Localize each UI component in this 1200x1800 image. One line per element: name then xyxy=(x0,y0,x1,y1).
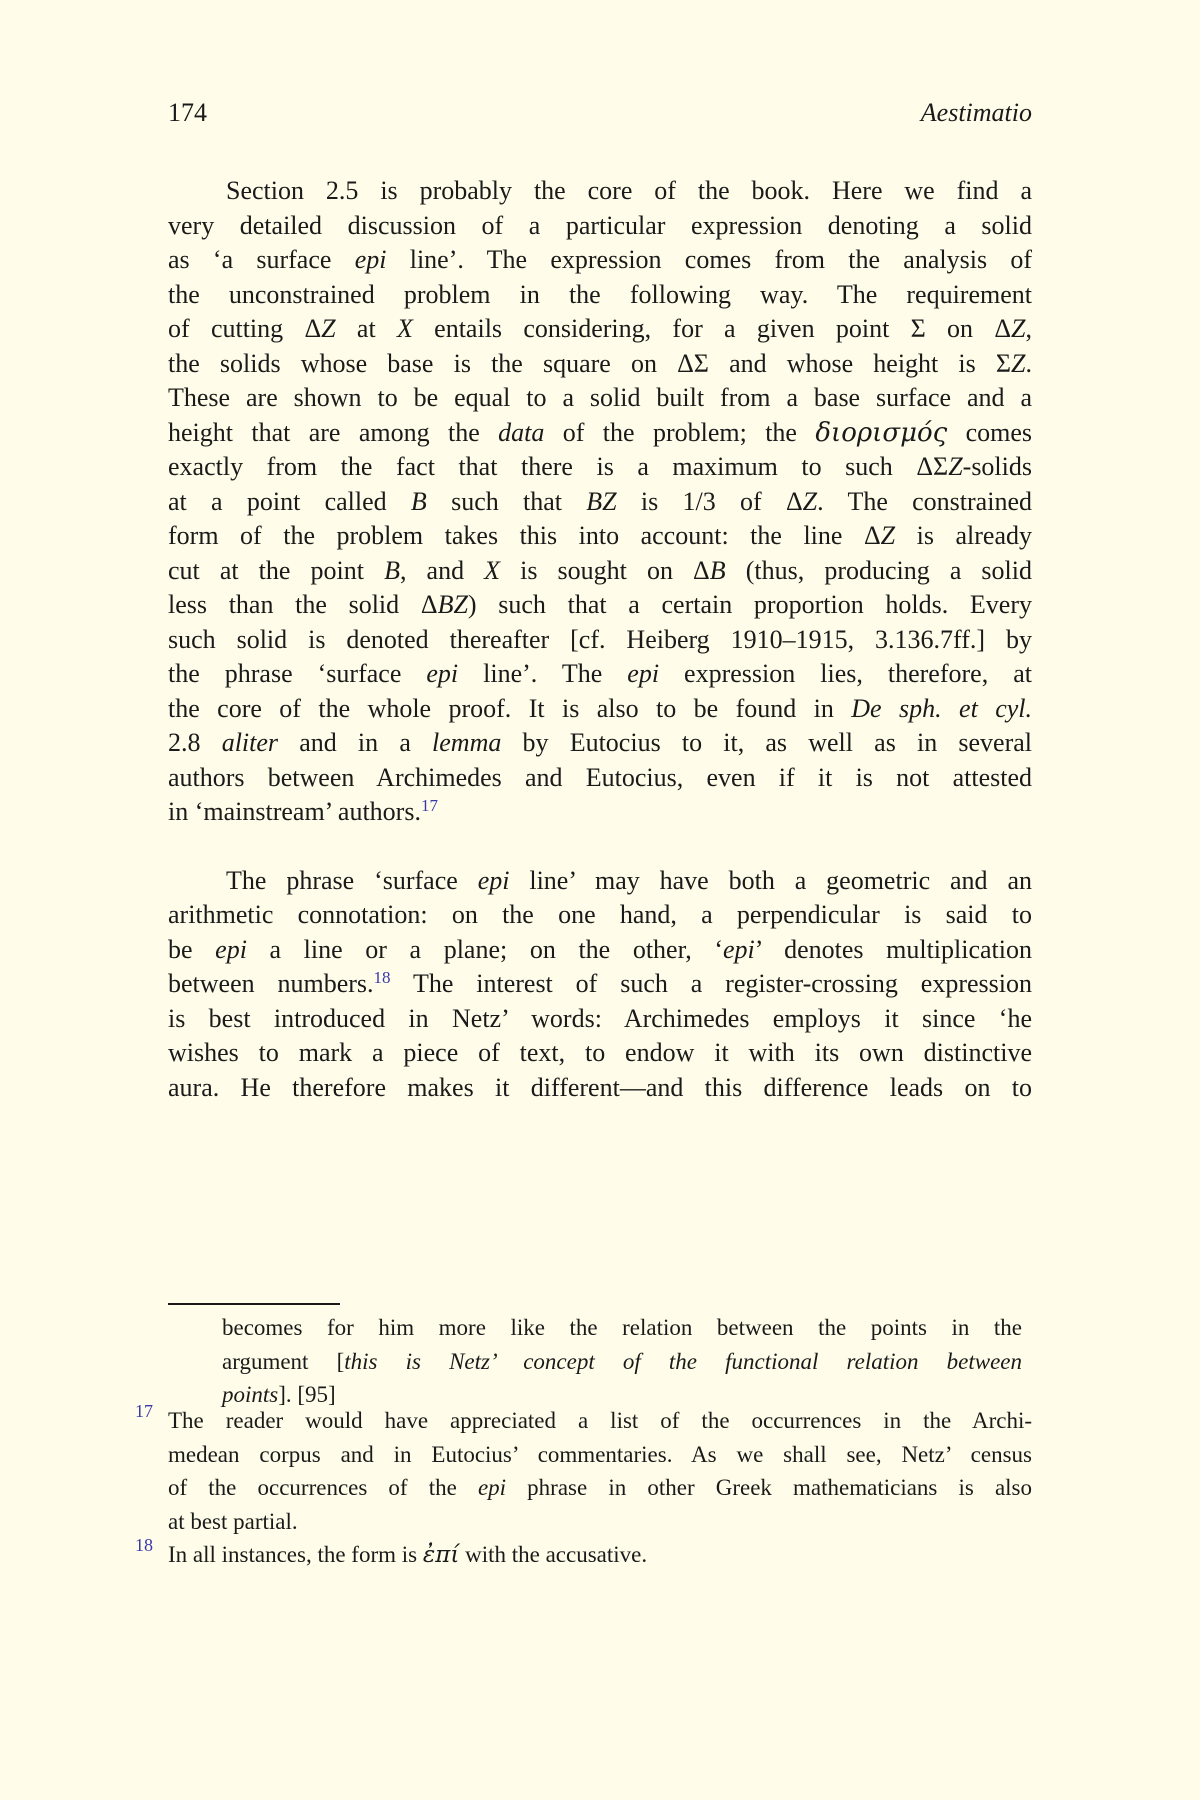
footnote-17-text xyxy=(168,1404,1032,1538)
text-line: is best introduced in Netz’ words: Archimedes employs it since ‘he xyxy=(168,1003,1032,1033)
italic-term: lemma xyxy=(432,728,502,757)
text-line: becomes for him more like the relation between the points in the xyxy=(222,1315,1022,1340)
text-line: at a point called B such that BZ is 1/3 of ΔZ. The constrained xyxy=(168,486,1032,516)
text-line: at best partial. xyxy=(168,1508,298,1534)
text-line: as ‘a surface epi line’. The expression comes from the analysis of xyxy=(168,245,1032,274)
text-line: of the occurrences of the epi phrase in other Greek mathematicians is also xyxy=(168,1475,1033,1500)
italic-term: epi xyxy=(354,245,387,274)
footnote-18-text xyxy=(168,1538,1032,1572)
italic-term: De sph. et cyl. xyxy=(851,693,1032,723)
text-line: In all instances, the form is ἐπί with the accusative. xyxy=(168,1542,648,1568)
italic-term: epi xyxy=(477,865,510,895)
paragraph-1 xyxy=(168,174,1032,830)
text-line: less than the solid ΔBZ) such that a certain proportion holds. Every xyxy=(168,590,1032,619)
italic-term: BZ xyxy=(586,486,617,516)
body-text xyxy=(168,174,1032,1105)
text-line: of cutting ΔZ at X entails considering, for a given point Σ on ΔZ, xyxy=(168,314,1033,343)
text-line: the phrase ‘surface epi line’. The epi expression lies, therefore, at xyxy=(168,659,1032,688)
text-line: very detailed discussion of a particular expression denoting a solid xyxy=(168,210,1032,240)
italic-term: Z xyxy=(948,452,963,481)
italic-term: epi xyxy=(627,659,660,688)
italic-term: Z xyxy=(880,521,896,550)
text-line: medean corpus and in Eutocius’ commentaries. As we shall see, Netz’ census xyxy=(168,1441,1032,1467)
text-line: aura. He therefore makes it different—and this difference leads on to xyxy=(168,1072,1032,1102)
italic-term: aliter xyxy=(221,728,279,757)
italic-term: epi xyxy=(426,659,459,688)
page-header xyxy=(168,96,1032,130)
text-line: form of the problem takes this into account: the line ΔZ is already xyxy=(168,521,1032,550)
text-line: the core of the whole proof. It is also to be found in De sph. et cyl. xyxy=(168,693,1032,723)
text-line: exactly from the fact that there is a maximum to such ΔΣZ-solids xyxy=(168,452,1032,481)
italic-term: Z xyxy=(1011,314,1026,343)
italic-term: Z xyxy=(1011,348,1026,378)
footnote-ref-18[interactable]: 18 xyxy=(373,968,391,987)
page-number: 174 xyxy=(168,98,207,127)
text-line: height that are among the data of the problem; the διορισμός comes xyxy=(168,417,1033,448)
text-line: such solid is denoted thereafter [cf. Heiberg 1910–1915, 3.136.7ff.] by xyxy=(168,624,1032,654)
text-line: authors between Archimedes and Eutocius, even if it is not attested xyxy=(168,762,1032,792)
footnote-rule xyxy=(168,1303,340,1305)
text-line: in ‘mainstream’ authors.$^{17}$ xyxy=(168,796,438,826)
italic-term: this is Netz’ concept of the functional relation between xyxy=(344,1348,1022,1374)
italic-term: B xyxy=(410,486,427,516)
footnote-18-number[interactable]: 18 xyxy=(135,1535,153,1555)
text-line: wishes to mark a piece of text, to endow it with its own distinctive xyxy=(168,1038,1032,1067)
italic-term: epi xyxy=(477,1475,507,1500)
text-line: the unconstrained problem in the following way. The requirement xyxy=(168,279,1032,309)
italic-term: epi xyxy=(722,934,755,964)
text-line: the solids whose base is the square on ΔΣ and whose height is ΣZ. xyxy=(168,348,1032,378)
italic-term: X xyxy=(396,314,413,343)
italic-term: B xyxy=(709,555,726,585)
text-line: 2.8 aliter and in a lemma by Eutocius to it, as well as in several xyxy=(168,728,1032,757)
text-line: argument [this is Netz’ concept of the functional relation between xyxy=(222,1348,1022,1374)
italic-term: points xyxy=(222,1382,279,1407)
text-line: be epi a line or a plane; on the other, ‘epi’ denotes multiplication xyxy=(168,934,1032,964)
text-line: These are shown to be equal to a solid built from a base surface and a xyxy=(168,383,1032,412)
italic-term: BZ xyxy=(437,590,468,619)
italic-term: B xyxy=(384,555,400,585)
italic-term: epi xyxy=(215,934,247,964)
greek-term: ἐπί xyxy=(422,1542,460,1568)
italic-term: Z xyxy=(321,314,336,343)
footnote-17 xyxy=(135,1401,1033,1538)
footnote-17-number[interactable]: 17 xyxy=(135,1401,153,1421)
text-line: between numbers.$^{18}$ The interest of such a register-crossing expression xyxy=(168,968,1032,998)
text-line: cut at the point B, and X is sought on ΔB (thus, producing a solid xyxy=(168,555,1032,585)
paragraph-2 xyxy=(168,864,1032,1106)
italic-term: Z xyxy=(802,486,818,516)
text-line: arithmetic connotation: on the one hand, a perpendicular is said to xyxy=(168,900,1032,929)
footnote-ref-17[interactable]: 17 xyxy=(420,796,438,815)
text-line: Section 2.5 is probably the core of the book. Here we find a xyxy=(226,176,1032,205)
greek-term: διορισμός xyxy=(815,417,948,448)
text-line: points]. [95] xyxy=(222,1382,336,1407)
footnote-continuation-quote xyxy=(222,1311,1022,1412)
text-line: The reader would have appreciated a list of the occurrences in the Archi- xyxy=(168,1408,1032,1433)
text-line: The phrase ‘surface epi line’ may have both a geometric and an xyxy=(226,865,1032,895)
italic-term: data xyxy=(498,417,545,447)
italic-term: X xyxy=(484,555,501,585)
journal-title: Aestimatio xyxy=(920,98,1032,127)
footnote-18 xyxy=(135,1535,1032,1572)
